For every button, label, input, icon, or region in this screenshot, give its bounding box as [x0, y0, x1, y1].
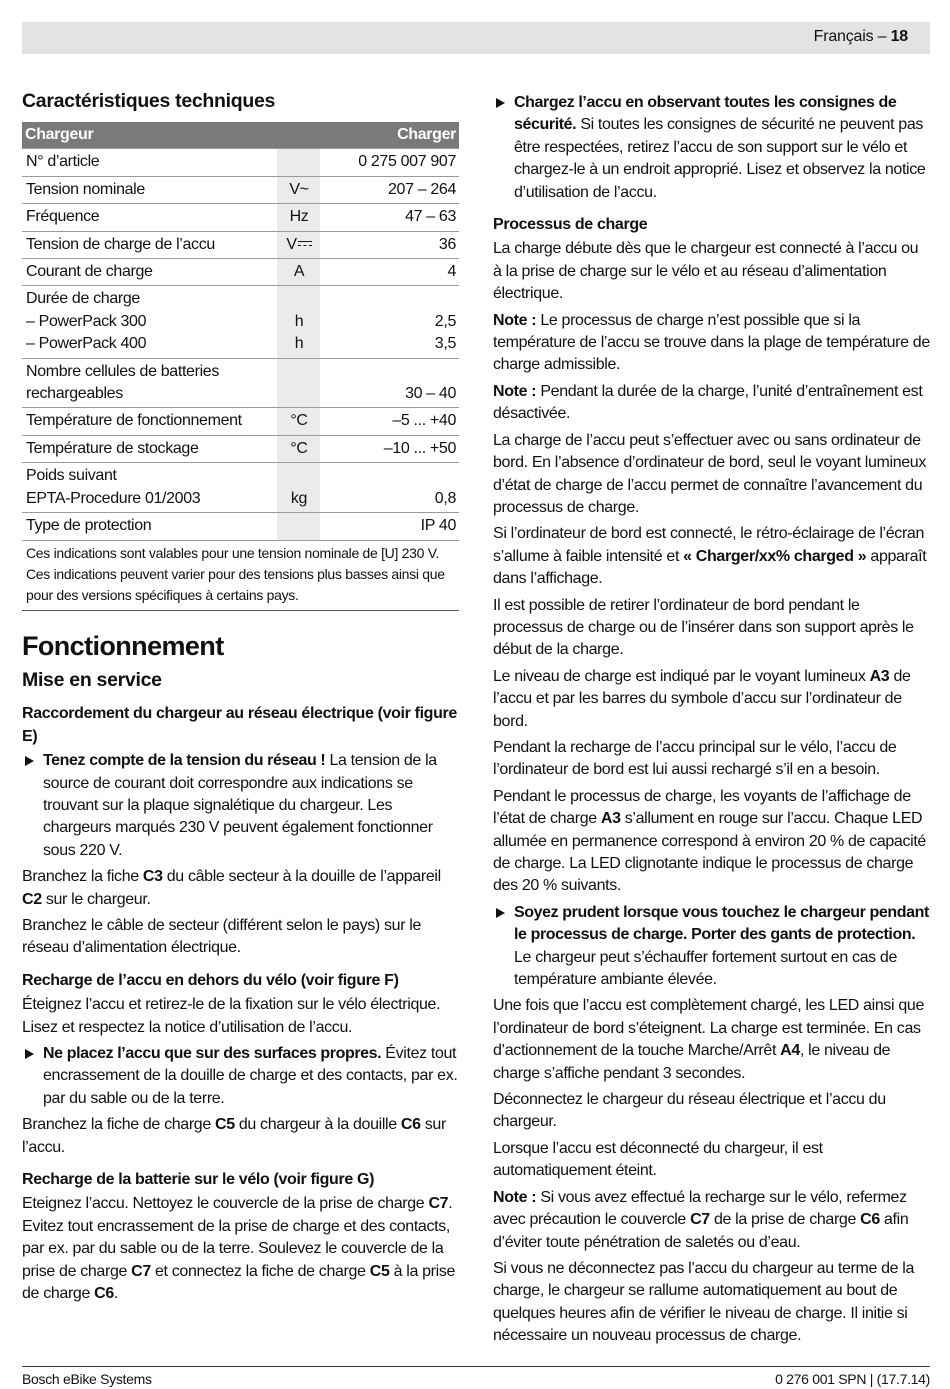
row-label — [22, 463, 277, 513]
text: Le niveau de charge est indiqué par le voyant lumineux — [493, 667, 870, 685]
paragraph: La charge débute dès que le chargeur est connecté à l’accu ou à la prise de charge sur le vélo et au réseau d’alimentation électrique. — [493, 240, 919, 303]
text: et connectez la fiche de charge — [150, 1262, 370, 1280]
text: Le processus de charge n’est possible que si la température de l’accu se trouve dans la plage de température de charge admissible. — [493, 311, 930, 374]
paragraph — [493, 381, 930, 426]
ref: C7 — [131, 1262, 151, 1280]
paragraph: Il est possible de retirer l’ordinateur de bord pendant le processus de charge ou de l’insérer dans son support après le début de la charge. — [493, 596, 914, 659]
unit-line: h — [294, 312, 304, 330]
row-value: 36 — [320, 231, 459, 258]
row-unit: V~ — [277, 176, 320, 203]
header-dash: – — [877, 28, 887, 45]
text: Branchez la fiche — [22, 868, 143, 886]
note-label: Note : — [493, 382, 537, 400]
specs-heading: Caractéristiques techniques — [22, 90, 276, 112]
unit-line: h — [294, 335, 304, 353]
text: de l’accu et par les barres du symbole d’accu sur l’ordinateur de bord. — [493, 667, 911, 730]
bullet-text: Si toutes les consignes de sécurité ne peuvent pas être respectées, retirez l’accu de son support sur le vélo et chargez-le à un endroit approprié. Lisez et observez la notice d’utilisation de l’accu. — [514, 116, 926, 201]
row-unit: °C — [277, 435, 320, 462]
row-value: 4 — [320, 259, 459, 286]
row-label: Courant de charge — [22, 259, 277, 286]
table-row — [22, 259, 459, 286]
triangle-bullet-icon — [25, 1049, 34, 1059]
ref: C7 — [690, 1211, 710, 1229]
right-column — [493, 92, 930, 1352]
unit-text: V — [286, 235, 297, 253]
text: apparaît dans l’affichage. — [493, 547, 927, 588]
header-language: Français — [813, 28, 874, 45]
safety-bullet — [493, 92, 930, 204]
paragraph: Branchez le câble de secteur (différent selon le pays) sur le réseau d’alimentation électrique. — [22, 916, 422, 957]
row-value: –10 ... +50 — [320, 435, 459, 462]
text: du câble secteur à la douille de l’appareil — [162, 868, 441, 886]
text: s’allument en rouge sur l’accu. Chaque LED allumée en permanence correspond à environ 20 % de capacité de charge. La LED clignotante indique le processus de charge des 20 % suivants. — [493, 810, 926, 895]
value-line: 2,5 — [434, 312, 456, 330]
bullet-bold: Ne placez l’accu que sur des surfaces propres. — [43, 1045, 382, 1062]
row-value: 0 275 007 907 — [320, 149, 459, 176]
row-label: Tension de charge de l’accu — [22, 231, 277, 258]
text: de la prise de charge — [709, 1211, 861, 1229]
row-unit — [277, 231, 320, 258]
bullet-bold: Chargez l’accu en observant toutes les consignes de sécurité. — [514, 94, 897, 134]
row-label: Tension nominale — [22, 176, 277, 203]
ref: C5 — [369, 1262, 390, 1280]
table-row — [22, 358, 459, 408]
text: Si vous avez effectué la recharge sur le vélo, refermez avec précaution le couvercle — [493, 1188, 907, 1229]
row-value: –5 ... +40 — [320, 408, 459, 435]
header-bar — [22, 22, 930, 54]
safety-bullet — [493, 902, 930, 992]
ref: C6 — [400, 1116, 421, 1134]
text: Si l’ordinateur de bord est connecté, le rétro-éclairage de l’écran s’allume à faible intensité et — [493, 525, 925, 565]
row-value — [320, 286, 459, 358]
paragraph: La charge de l’accu peut s’effectuer avec ou sans ordinateur de bord. En l’absence d’ordinateur de bord, seul le voyant lumineux d’état de charge de l’accu permet de connaître l’avancement du processus de charge. — [493, 431, 926, 516]
row-value: 30 – 40 — [320, 358, 459, 408]
paragraph — [22, 866, 459, 911]
paragraph: Si vous ne déconnectez pas l’accu du chargeur au terme de la charge, le chargeur se rallume automatiquement au bout de quelques heures afin de vérifier le niveau de charge. Il initie si nécessaire un nouveau processus de charge. — [493, 1259, 915, 1345]
dc-voltage-icon — [298, 241, 312, 248]
bullet-text: Évitez tout encrassement de la douille de charge et des contacts, par ex. par du sable ou de la terre. — [43, 1045, 458, 1107]
text: sur le chargeur. — [41, 890, 151, 908]
specs-col-left: Chargeur — [22, 122, 320, 149]
value-line: 3,5 — [434, 335, 456, 353]
ref: C6 — [94, 1285, 114, 1303]
text: , le niveau de charge s’affiche pendant 3 secondes. — [493, 1042, 891, 1082]
table-row — [22, 149, 459, 176]
row-unit: kg — [277, 463, 320, 513]
ref: C5 — [215, 1116, 235, 1134]
row-unit: A — [277, 259, 320, 286]
note-label: Note : — [493, 311, 537, 329]
note-label: Note : — [493, 1188, 537, 1206]
section-title: Fonctionnement — [22, 630, 224, 661]
page-number: 18 — [890, 28, 908, 45]
text: Pendant la durée de la charge, l’unité d’entraînement est désactivée. — [493, 382, 923, 423]
row-value: 47 – 63 — [320, 204, 459, 231]
row-label: Type de protection — [22, 513, 277, 540]
bullet-bold: Soyez prudent lorsque vous touchez le chargeur pendant le processus de charge. Porter des gants de protection. — [514, 903, 929, 944]
row-label-line: EPTA-Procedure 01/2003 — [26, 489, 201, 507]
paragraph: Pendant la recharge de l’accu principal sur le vélo, l’accu de l’ordinateur de bord est lui aussi rechargé s’il en a besoin. — [493, 738, 897, 779]
ref: A3 — [869, 667, 890, 685]
ref: A3 — [600, 810, 621, 828]
paragraph — [493, 995, 930, 1085]
ref: C6 — [860, 1211, 880, 1229]
bullet-text: La tension de la source de courant doit correspondre aux indications se trouvant sur la plaque signalétique du chargeur. Les chargeurs marqués 230 V peuvent également fonctionner sous 220 V. — [43, 752, 437, 859]
triangle-bullet-icon — [25, 756, 34, 766]
footer-publisher: Bosch eBike Systems — [22, 1371, 152, 1387]
triangle-bullet-icon — [496, 908, 505, 918]
row-label-line: – PowerPack 400 — [26, 335, 147, 353]
footer-doc-id: 0 276 001 SPN | (17.7.14) — [775, 1371, 930, 1387]
display-message: « Charger/xx% charged » — [683, 547, 867, 565]
table-row — [22, 408, 459, 435]
table-row — [22, 513, 459, 540]
subsection-title: Mise en service — [22, 668, 162, 691]
row-label: Fréquence — [22, 204, 277, 231]
paragraph — [493, 310, 930, 377]
ref: C7 — [428, 1195, 449, 1213]
row-label — [22, 358, 277, 408]
processus-heading: Processus de charge — [493, 216, 648, 234]
row-unit — [277, 358, 320, 408]
row-label: Température de stockage — [22, 435, 277, 462]
footer-rule — [22, 1366, 930, 1367]
paragraph — [493, 1187, 930, 1254]
ref: C3 — [142, 868, 163, 886]
text: sur l’accu. — [22, 1116, 446, 1156]
raccordement-heading: Raccordement du chargeur au réseau électrique (voir figure E) — [22, 705, 457, 745]
ref: A4 — [780, 1042, 800, 1060]
bullet-text: Le chargeur peut s’échauffer fortement surtout en cas de température ambiante élevée. — [514, 948, 898, 989]
paragraph — [493, 666, 930, 733]
paragraph: Éteignez l’accu et retirez-le de la fixation sur le vélo électrique. Lisez et respectez la notice d’utilisation de l’accu. — [22, 996, 441, 1036]
table-row — [22, 176, 459, 203]
bullet-bold: Tenez compte de la tension du réseau ! — [43, 752, 326, 770]
page-header — [814, 28, 908, 46]
table-row — [22, 286, 459, 358]
row-unit — [277, 149, 320, 176]
text: . Evitez tout encrassement de la prise de charge et des contacts, par ex. par du sable ou de la terre. Soulevez le couvercle de la prise de charge — [22, 1195, 453, 1280]
text: du chargeur à la douille — [234, 1116, 401, 1134]
row-value: 207 – 264 — [320, 176, 459, 203]
safety-bullet — [22, 1043, 459, 1110]
specs-note: Ces indications sont valables pour une tension nominale de [U] 230 V. Ces indications peuvent varier pour des tensions plus basses ainsi que pour des versions spécifiques à certains pays. — [22, 540, 459, 611]
text: afin d’éviter toute pénétration de saletés ou d’eau. — [493, 1211, 909, 1251]
table-row — [22, 463, 459, 513]
row-label-line: – PowerPack 300 — [26, 312, 147, 330]
ref: C2 — [22, 890, 42, 908]
text: Une fois que l’accu est complètement chargé, les LED ainsi que l’ordinateur de bord s’éteignent. La charge est terminée. En cas d’actionnement de la touche Marche/Arrêt — [493, 997, 924, 1060]
text: . — [113, 1285, 118, 1303]
safety-bullet — [22, 750, 459, 862]
row-value: 0,8 — [320, 463, 459, 513]
row-unit — [277, 286, 320, 358]
recharge-velo-heading: Recharge de la batterie sur le vélo (voir figure G) — [22, 1171, 375, 1189]
paragraph — [493, 523, 930, 590]
row-unit: Hz — [277, 204, 320, 231]
paragraph — [22, 1193, 459, 1305]
specs-table — [22, 122, 459, 539]
left-column — [22, 90, 459, 1309]
paragraph: Déconnectez le chargeur du réseau électrique et l’accu du chargeur. — [493, 1091, 886, 1131]
recharge-hors-heading: Recharge de l’accu en dehors du vélo (voir figure F) — [22, 971, 399, 989]
table-row — [22, 231, 459, 258]
paragraph — [493, 786, 930, 898]
row-unit — [277, 513, 320, 540]
text: Branchez la fiche de charge — [22, 1116, 215, 1134]
specs-col-right: Charger — [320, 122, 459, 149]
row-label-line: Durée de charge — [26, 290, 140, 308]
text: Pendant le processus de charge, les voyants de l’affichage de l’état de charge — [493, 787, 911, 828]
row-label: Température de fonctionnement — [22, 408, 277, 435]
specs-header-row — [22, 122, 459, 149]
table-row — [22, 204, 459, 231]
row-label-line: rechargeables — [26, 385, 123, 403]
row-label-line: Poids suivant — [26, 467, 117, 485]
row-unit: °C — [277, 408, 320, 435]
row-label — [22, 286, 277, 358]
text: à la prise de charge — [22, 1262, 456, 1303]
text: Eteignez l’accu. Nettoyez le couvercle de la prise de charge — [22, 1195, 429, 1213]
row-label-line: Nombre cellules de batteries — [26, 362, 219, 380]
table-row — [22, 435, 459, 462]
row-value: IP 40 — [320, 513, 459, 540]
row-label: N° d’article — [22, 149, 277, 176]
triangle-bullet-icon — [496, 98, 505, 108]
paragraph — [22, 1114, 459, 1159]
paragraph: Lorsque l’accu est déconnecté du chargeur, il est automatiquement éteint. — [493, 1139, 823, 1180]
